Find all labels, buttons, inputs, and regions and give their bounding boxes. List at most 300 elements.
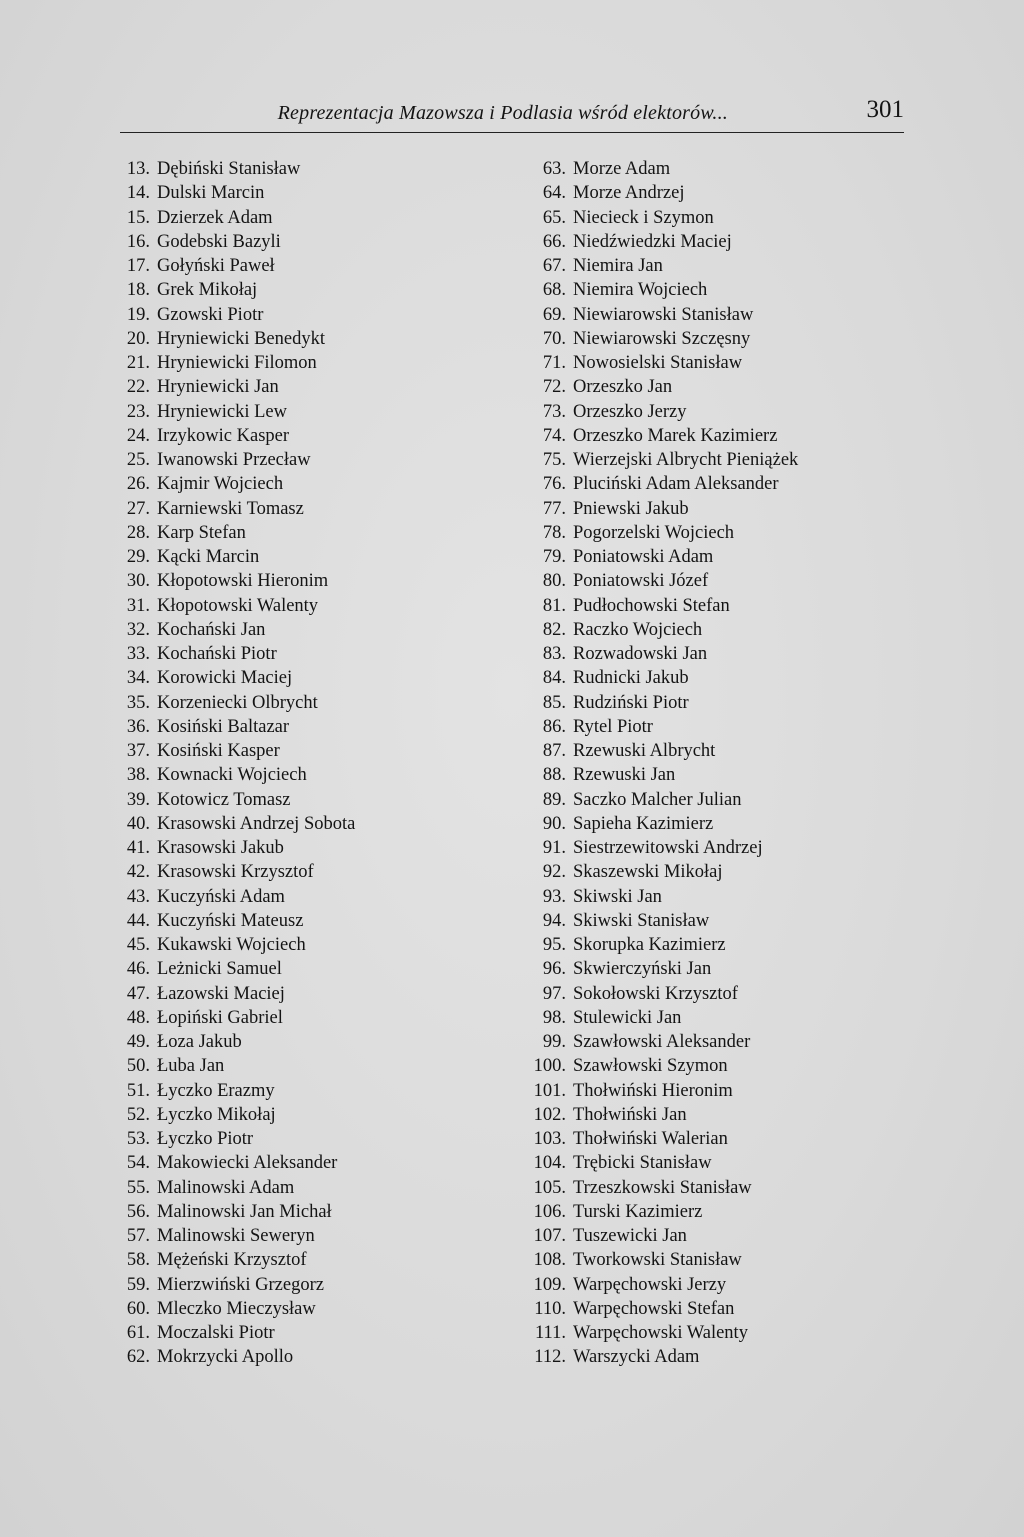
entry-number: 69.: [542, 304, 566, 325]
entry-number: 41.: [126, 838, 150, 858]
list-item: [118, 1127, 355, 1151]
entry-name: Orzeszko Jerzy: [573, 401, 687, 422]
list-item: [526, 206, 798, 230]
entry-name: Wierzejski Albrycht Pieniążek: [573, 450, 799, 470]
list-item: [526, 788, 798, 812]
list-item: [118, 1079, 355, 1103]
list-item: [118, 666, 355, 690]
entry-name: Morze Adam: [573, 159, 671, 179]
list-item: [118, 1103, 355, 1127]
list-item: [118, 400, 355, 424]
entry-number: 36.: [126, 716, 150, 737]
entry-name: Grek Mikołaj: [157, 280, 258, 301]
entry-number: 108.: [533, 1250, 566, 1271]
entry-number: 66.: [542, 231, 566, 252]
list-item: [118, 497, 355, 521]
list-item: [526, 739, 798, 763]
entry-name: Rzewuski Albrycht: [573, 741, 716, 761]
entry-number: 21.: [126, 353, 150, 373]
entry-name: Niemira Wojciech: [573, 280, 708, 301]
entry-number: 70.: [542, 328, 566, 349]
entry-number: 84.: [542, 668, 566, 689]
list-item: [526, 885, 798, 909]
entry-name: Łyczko Mikołaj: [157, 1104, 276, 1125]
list-item: [118, 1321, 355, 1345]
list-item: [526, 157, 798, 181]
list-item: [118, 836, 355, 860]
list-item: [118, 982, 355, 1006]
list-item: [118, 1176, 355, 1200]
list-item: [526, 1248, 798, 1272]
list-item: [526, 982, 798, 1006]
entry-number: 55.: [126, 1177, 150, 1198]
list-item: [526, 1103, 798, 1127]
entry-number: 34.: [126, 668, 150, 689]
entry-number: 60.: [126, 1298, 150, 1319]
entry-name: Gołyński Paweł: [157, 256, 275, 276]
entry-name: Kukawski Wojciech: [157, 935, 306, 955]
entry-number: 43.: [126, 886, 150, 907]
entry-name: Godebski Bazyli: [157, 231, 281, 252]
list-item: [526, 545, 798, 569]
list-item: [526, 691, 798, 715]
entry-number: 42.: [126, 862, 150, 883]
entry-number: 110.: [534, 1298, 566, 1319]
list-item: [118, 1345, 355, 1369]
list-item: [118, 1273, 355, 1297]
list-item: [118, 739, 355, 763]
entry-name: Moczalski Piotr: [157, 1323, 275, 1343]
entry-number: 44.: [126, 910, 150, 931]
entry-name: Thołwiński Hieronim: [573, 1080, 733, 1101]
entry-number: 85.: [542, 692, 566, 713]
entry-name: Stulewicki Jan: [573, 1007, 682, 1028]
entry-name: Trzeszkowski Stanisław: [573, 1177, 752, 1198]
entry-number: 14.: [126, 183, 150, 204]
list-item: [526, 303, 798, 327]
list-item: [526, 230, 798, 254]
list-item: [526, 763, 798, 787]
entry-name: Thołwiński Jan: [573, 1104, 687, 1125]
entry-number: 91.: [542, 838, 566, 858]
entry-name: Irzykowic Kasper: [157, 425, 290, 446]
entry-name: Warpęchowski Jerzy: [573, 1274, 727, 1295]
entry-name: Mierzwiński Grzegorz: [157, 1274, 324, 1295]
entry-number: 56.: [126, 1201, 150, 1222]
entry-name: Siestrzewitowski Andrzej: [573, 838, 763, 858]
entry-name: Szawłowski Szymon: [573, 1056, 728, 1077]
list-item: [526, 836, 798, 860]
entry-name: Rudziński Piotr: [573, 692, 689, 713]
entry-name: Niecieck i Szymon: [573, 207, 714, 228]
entry-number: 27.: [126, 498, 150, 519]
entry-name: Leżnicki Samuel: [157, 959, 282, 980]
list-item: [118, 278, 355, 302]
list-item: [526, 933, 798, 957]
entry-number: 83.: [542, 644, 566, 664]
entry-number: 16.: [126, 231, 150, 252]
list-item: [118, 1248, 355, 1272]
list-item: [526, 497, 798, 521]
list-item: [118, 569, 355, 593]
list-item: [526, 569, 798, 593]
entry-name: Łyczko Erazmy: [157, 1080, 275, 1101]
list-item: [526, 1030, 798, 1054]
list-item: [118, 715, 355, 739]
list-item: [526, 1006, 798, 1030]
entry-name: Szawłowski Aleksander: [573, 1032, 751, 1052]
entry-number: 93.: [542, 886, 566, 907]
entry-number: 29.: [126, 547, 150, 567]
entry-name: Makowiecki Aleksander: [157, 1153, 338, 1174]
entry-number: 67.: [542, 256, 566, 276]
entry-name: Kajmir Wojciech: [157, 474, 284, 495]
list-item: [118, 303, 355, 327]
entry-number: 28.: [126, 522, 150, 543]
entry-number: 25.: [126, 450, 150, 470]
entry-name: Gzowski Piotr: [157, 304, 264, 325]
entry-name: Łoza Jakub: [157, 1032, 242, 1052]
entry-name: Dulski Marcin: [157, 183, 265, 204]
list-item: [118, 909, 355, 933]
list-item: [118, 424, 355, 448]
list-item: [118, 472, 355, 496]
entry-number: 109.: [533, 1274, 566, 1295]
entry-number: 73.: [542, 401, 566, 422]
entry-name: Warpęchowski Walenty: [573, 1323, 748, 1343]
entry-number: 50.: [126, 1056, 150, 1077]
entry-number: 31.: [126, 595, 150, 616]
entry-number: 71.: [542, 353, 566, 373]
entry-name: Sapieha Kazimierz: [573, 813, 714, 834]
entry-name: Dzierzek Adam: [157, 207, 273, 228]
list-item: [526, 521, 798, 545]
entry-number: 48.: [126, 1007, 150, 1028]
entry-number: 51.: [126, 1080, 150, 1101]
entry-name: Poniatowski Józef: [573, 571, 709, 592]
entry-name: Skorupka Kazimierz: [573, 935, 726, 955]
entry-name: Orzeszko Marek Kazimierz: [573, 425, 778, 446]
entry-number: 39.: [126, 789, 150, 810]
list-item: [526, 1224, 798, 1248]
entry-name: Karp Stefan: [157, 522, 246, 543]
entry-number: 77.: [542, 498, 566, 519]
entry-number: 97.: [542, 983, 566, 1004]
entry-number: 23.: [126, 401, 150, 422]
list-item: [526, 618, 798, 642]
entry-number: 32.: [126, 619, 150, 640]
list-item: [526, 1321, 798, 1345]
list-item: [118, 545, 355, 569]
entry-name: Kownacki Wojciech: [157, 765, 307, 786]
entry-name: Mokrzycki Apollo: [157, 1347, 294, 1368]
entry-name: Niedźwiedzki Maciej: [573, 231, 732, 252]
list-item: [526, 424, 798, 448]
list-item: [526, 351, 798, 375]
entry-name: Dębiński Stanisław: [157, 159, 301, 179]
list-item: [526, 1345, 798, 1369]
entry-number: 99.: [542, 1032, 566, 1052]
entry-name: Hryniewicki Lew: [157, 401, 287, 422]
list-item: [526, 278, 798, 302]
entry-number: 13.: [126, 159, 150, 179]
entry-name: Krasowski Andrzej Sobota: [157, 813, 356, 834]
entry-name: Pniewski Jakub: [573, 498, 689, 519]
entry-name: Kącki Marcin: [157, 547, 260, 567]
entry-number: 49.: [126, 1032, 150, 1052]
list-item: [118, 1224, 355, 1248]
entry-name: Skwierczyński Jan: [573, 959, 712, 980]
entry-name: Skiwski Stanisław: [573, 910, 710, 931]
list-item: [526, 448, 798, 472]
list-item: [118, 375, 355, 399]
list-item: [526, 666, 798, 690]
entry-number: 52.: [126, 1104, 150, 1125]
list-item: [118, 181, 355, 205]
list-item: [526, 1127, 798, 1151]
entry-number: 15.: [126, 207, 150, 228]
list-item: [526, 254, 798, 278]
entry-name: Kosiński Baltazar: [157, 716, 290, 737]
entry-name: Korowicki Maciej: [157, 668, 293, 689]
entry-number: 87.: [542, 741, 566, 761]
list-item: [118, 618, 355, 642]
entry-name: Korzeniecki Olbrycht: [157, 692, 318, 713]
list-item: [118, 157, 355, 181]
entry-number: 89.: [542, 789, 566, 810]
entry-number: 40.: [126, 813, 150, 834]
entry-name: Morze Andrzej: [573, 183, 685, 204]
entry-name: Rzewuski Jan: [573, 765, 676, 786]
entry-number: 76.: [542, 474, 566, 495]
entry-number: 18.: [126, 280, 150, 301]
list-item: [118, 1297, 355, 1321]
entry-number: 78.: [542, 522, 566, 543]
entry-number: 80.: [542, 571, 566, 592]
list-item: [526, 472, 798, 496]
list-item: [526, 909, 798, 933]
entry-name: Tuszewicki Jan: [573, 1226, 687, 1246]
entry-number: 102.: [533, 1104, 566, 1125]
list-item: [118, 885, 355, 909]
entry-name: Rozwadowski Jan: [573, 644, 708, 664]
entry-name: Niewiarowski Szczęsny: [573, 328, 751, 349]
entry-number: 92.: [542, 862, 566, 883]
list-item: [526, 594, 798, 618]
entry-number: 104.: [533, 1153, 566, 1174]
entry-name: Hryniewicki Jan: [157, 377, 279, 398]
entry-number: 30.: [126, 571, 150, 592]
list-item: [526, 1151, 798, 1175]
list-item: [526, 1297, 798, 1321]
entry-number: 17.: [126, 256, 150, 276]
entry-number: 54.: [126, 1153, 150, 1174]
list-item: [526, 1273, 798, 1297]
entry-number: 64.: [542, 183, 566, 204]
entry-name: Pudłochowski Stefan: [573, 595, 730, 616]
list-item: [526, 375, 798, 399]
entry-number: 33.: [126, 644, 150, 664]
list-item: [118, 327, 355, 351]
entry-name: Kosiński Kasper: [157, 741, 280, 761]
page-header: [120, 96, 904, 133]
entry-number: 88.: [542, 765, 566, 786]
list-item: [118, 642, 355, 666]
entry-name: Niewiarowski Stanisław: [573, 304, 754, 325]
list-item: [118, 521, 355, 545]
entry-number: 106.: [533, 1201, 566, 1222]
entry-name: Rytel Piotr: [573, 716, 653, 737]
entry-name: Łazowski Maciej: [157, 983, 285, 1004]
entry-number: 65.: [542, 207, 566, 228]
list-item: [526, 400, 798, 424]
list-item: [526, 642, 798, 666]
entry-number: 90.: [542, 813, 566, 834]
entry-name: Kłopotowski Walenty: [157, 595, 319, 616]
list-item: [118, 1030, 355, 1054]
entry-name: Trębicki Stanisław: [573, 1153, 712, 1174]
entry-name: Warpęchowski Stefan: [573, 1298, 735, 1319]
entry-number: 59.: [126, 1274, 150, 1295]
entry-number: 103.: [533, 1129, 566, 1149]
entry-name: Łuba Jan: [157, 1056, 225, 1077]
elector-list-right-column: [526, 157, 798, 1370]
entry-name: Łyczko Piotr: [157, 1129, 254, 1149]
entry-name: Łopiński Gabriel: [157, 1007, 283, 1028]
entry-number: 112.: [534, 1347, 566, 1368]
entry-number: 82.: [542, 619, 566, 640]
list-item: [118, 1200, 355, 1224]
list-item: [118, 763, 355, 787]
list-item: [118, 933, 355, 957]
list-item: [118, 594, 355, 618]
entry-number: 74.: [542, 425, 566, 446]
list-item: [526, 1176, 798, 1200]
entry-name: Iwanowski Przecław: [157, 450, 311, 470]
entry-name: Tworkowski Stanisław: [573, 1250, 742, 1271]
list-item: [118, 448, 355, 472]
entry-name: Karniewski Tomasz: [157, 498, 304, 519]
entry-name: Saczko Malcher Julian: [573, 789, 742, 810]
entry-name: Orzeszko Jan: [573, 377, 673, 398]
entry-name: Rudnicki Jakub: [573, 668, 689, 689]
list-item: [526, 181, 798, 205]
entry-number: 45.: [126, 935, 150, 955]
entry-number: 79.: [542, 547, 566, 567]
entry-number: 111.: [534, 1323, 566, 1343]
list-item: [526, 812, 798, 836]
list-item: [526, 715, 798, 739]
elector-list-left-column: [118, 157, 355, 1370]
entry-number: 101.: [533, 1080, 566, 1101]
entry-name: Raczko Wojciech: [573, 619, 703, 640]
list-item: [118, 254, 355, 278]
entry-number: 47.: [126, 983, 150, 1004]
entry-number: 38.: [126, 765, 150, 786]
entry-number: 35.: [126, 692, 150, 713]
entry-name: Hryniewicki Filomon: [157, 353, 317, 373]
list-item: [526, 1200, 798, 1224]
entry-name: Nowosielski Stanisław: [573, 353, 743, 373]
list-item: [526, 327, 798, 351]
entry-number: 62.: [126, 1347, 150, 1368]
entry-number: 58.: [126, 1250, 150, 1271]
entry-name: Pogorzelski Wojciech: [573, 522, 735, 543]
entry-name: Krasowski Jakub: [157, 838, 284, 858]
entry-name: Skiwski Jan: [573, 886, 662, 907]
entry-name: Thołwiński Walerian: [573, 1129, 728, 1149]
list-item: [118, 691, 355, 715]
list-item: [118, 206, 355, 230]
entry-number: 98.: [542, 1007, 566, 1028]
entry-name: Poniatowski Adam: [573, 547, 714, 567]
entry-name: Pluciński Adam Aleksander: [573, 474, 779, 495]
entry-name: Mleczko Mieczysław: [157, 1298, 316, 1319]
entry-number: 37.: [126, 741, 150, 761]
entry-name: Mężeński Krzysztof: [157, 1250, 307, 1271]
entry-name: Kuczyński Adam: [157, 886, 285, 907]
entry-number: 94.: [542, 910, 566, 931]
list-item: [526, 1079, 798, 1103]
entry-number: 72.: [542, 377, 566, 398]
entry-name: Malinowski Seweryn: [157, 1226, 315, 1246]
entry-number: 63.: [542, 159, 566, 179]
entry-name: Warszycki Adam: [573, 1347, 700, 1368]
list-item: [118, 812, 355, 836]
entry-number: 105.: [533, 1177, 566, 1198]
entry-name: Niemira Jan: [573, 256, 663, 276]
page-number: 301: [866, 96, 904, 123]
entry-name: Malinowski Jan Michał: [157, 1201, 332, 1222]
entry-name: Turski Kazimierz: [573, 1201, 703, 1222]
entry-number: 81.: [542, 595, 566, 616]
list-item: [118, 351, 355, 375]
entry-name: Malinowski Adam: [157, 1177, 295, 1198]
entry-name: Kochański Jan: [157, 619, 266, 640]
entry-name: Skaszewski Mikołaj: [573, 862, 723, 883]
list-item: [118, 1151, 355, 1175]
entry-name: Hryniewicki Benedykt: [157, 328, 325, 349]
entry-number: 107.: [533, 1226, 566, 1246]
entry-number: 26.: [126, 474, 150, 495]
entry-name: Krasowski Krzysztof: [157, 862, 314, 883]
entry-name: Sokołowski Krzysztof: [573, 983, 738, 1004]
list-item: [526, 957, 798, 981]
list-item: [526, 1054, 798, 1078]
entry-number: 96.: [542, 959, 566, 980]
list-item: [526, 860, 798, 884]
list-item: [118, 957, 355, 981]
list-item: [118, 788, 355, 812]
entry-number: 86.: [542, 716, 566, 737]
list-item: [118, 860, 355, 884]
entry-number: 57.: [126, 1226, 150, 1246]
list-item: [118, 1006, 355, 1030]
entry-number: 22.: [126, 377, 150, 398]
entry-name: Kłopotowski Hieronim: [157, 571, 329, 592]
entry-number: 24.: [126, 425, 150, 446]
entry-name: Kotowicz Tomasz: [157, 789, 291, 810]
entry-number: 61.: [126, 1323, 150, 1343]
entry-name: Kuczyński Mateusz: [157, 910, 304, 931]
entry-name: Kochański Piotr: [157, 644, 277, 664]
entry-number: 95.: [542, 935, 566, 955]
entry-number: 100.: [533, 1056, 566, 1077]
running-title: Reprezentacja Mazowsza i Podlasia wśród elektorów...: [277, 102, 728, 124]
entry-number: 20.: [126, 328, 150, 349]
list-item: [118, 230, 355, 254]
entry-number: 75.: [542, 450, 566, 470]
